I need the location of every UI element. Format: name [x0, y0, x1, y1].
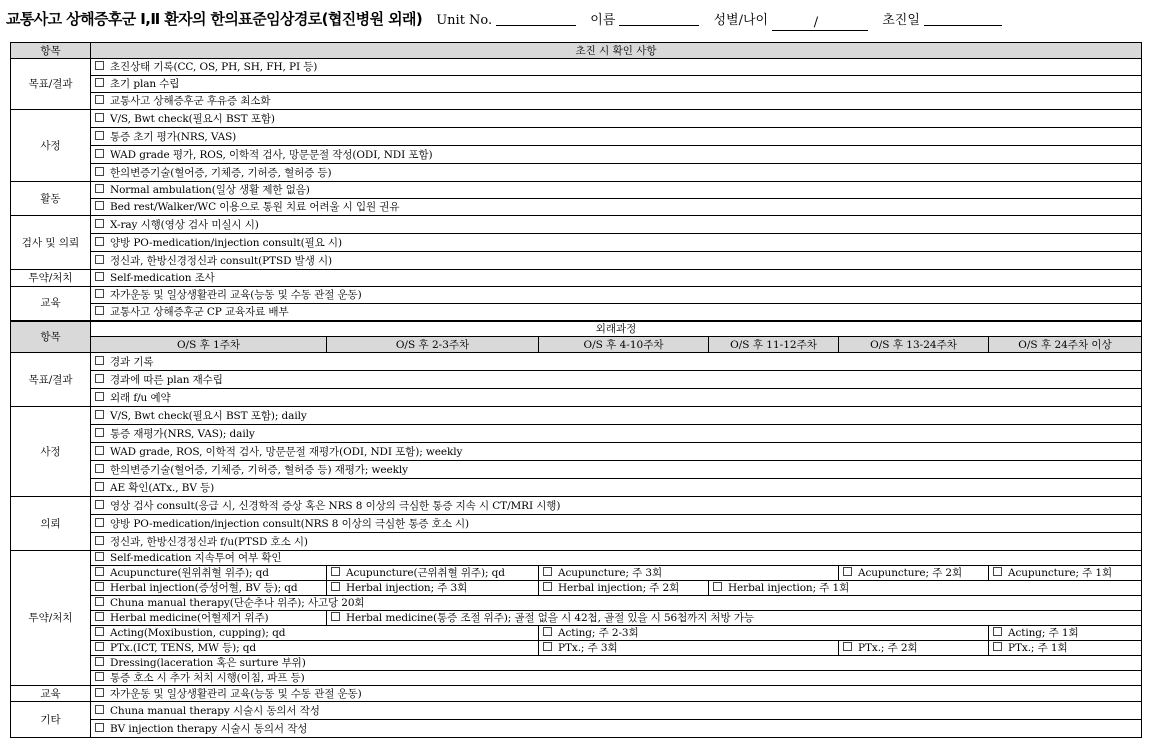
acupuncture-w4[interactable]: Acupuncture; 주 3회 — [539, 566, 839, 581]
phase-header-4: O/S 후 11-12주차 — [709, 337, 839, 353]
checkbox[interactable] — [95, 149, 104, 158]
acupuncture-w2[interactable]: Acupuncture(근위취혈 위주); qd — [327, 566, 539, 581]
checkbox[interactable] — [95, 272, 104, 281]
checkbox[interactable] — [331, 582, 340, 591]
checklist-item[interactable]: Dressing(laceration 혹은 surture 부위) — [91, 656, 1142, 671]
checklist-item[interactable]: X-ray 시행(영상 검사 미실시 시) — [91, 216, 1142, 234]
checkbox[interactable] — [95, 167, 104, 176]
checklist-item[interactable]: 교통사고 상해증후군 후유증 최소화 — [91, 93, 1142, 110]
checklist-item[interactable]: 경과에 따른 plan 재수립 — [91, 371, 1142, 389]
checkbox[interactable] — [95, 201, 104, 210]
checkbox[interactable] — [95, 500, 104, 509]
checkbox[interactable] — [993, 642, 1002, 651]
section1-check-header: 초진 시 확인 사항 — [91, 43, 1142, 59]
herbal-medicine-w1[interactable]: Herbal medicine(어혈제거 위주) — [91, 611, 327, 626]
checklist-item[interactable]: Chuna manual therapy 시술시 동의서 작성 — [91, 702, 1142, 720]
category-medication-2: 투약/처치 — [11, 551, 91, 686]
category-activity: 활동 — [11, 182, 91, 216]
ptx-w13[interactable]: PTx.; 주 2회 — [839, 641, 989, 656]
acting-w1[interactable]: Acting(Moxibustion, cupping); qd — [91, 626, 539, 641]
checkbox[interactable] — [95, 688, 104, 697]
category-referral: 의뢰 — [11, 497, 91, 551]
category-education-2: 교육 — [11, 686, 91, 702]
clinical-pathway-table — [10, 42, 1142, 738]
checklist-item[interactable]: 정신과, 한방신경정신과 consult(PTSD 발생 시) — [91, 252, 1142, 270]
category-assessment-2: 사정 — [11, 407, 91, 497]
category-education: 교육 — [11, 287, 91, 321]
unit-no-label: Unit No. — [436, 13, 493, 28]
checklist-item[interactable]: 한의변증기술(혈어증, 기체증, 기허증, 혈허증 등) 재평가; weekly — [91, 461, 1142, 479]
acting-w4[interactable]: Acting; 주 2-3회 — [539, 626, 989, 641]
phase-header-5: O/S 후 13-24주차 — [839, 337, 989, 353]
checklist-item[interactable]: BV injection therapy 시술시 동의서 작성 — [91, 720, 1142, 738]
checklist-item[interactable]: 영상 검사 consult(응급 시, 신경학적 증상 혹은 NRS 8 이상의 극심한 통증 지속 시 CT/MRI 시행) — [91, 497, 1142, 515]
checklist-item[interactable]: Chuna manual therapy(단순추나 위주); 사고당 20회 — [91, 596, 1142, 611]
checklist-item[interactable]: 자가운동 및 일상생활관리 교육(능동 및 수동 관절 운동) — [91, 686, 1142, 702]
herbal-medicine-w2[interactable]: Herbal medicine(통증 조절 위주); 골절 없을 시 42첩, 골절 있을 시 56첩까지 처방 가능 — [327, 611, 1142, 626]
checkbox[interactable] — [95, 61, 104, 70]
checkbox[interactable] — [713, 582, 722, 591]
checklist-item[interactable]: WAD grade 평가, ROS, 이학적 검사, 망문문절 작성(ODI, NDI 포함) — [91, 146, 1142, 164]
checkbox[interactable] — [95, 255, 104, 264]
acupuncture-w1[interactable]: Acupuncture(원위취혈 위주); qd — [91, 566, 327, 581]
ptx-w24[interactable]: PTx.; 주 1회 — [989, 641, 1142, 656]
ptx-w4[interactable]: PTx.; 주 3회 — [539, 641, 839, 656]
checkbox[interactable] — [95, 410, 104, 419]
checklist-item[interactable]: 초진상태 기록(CC, OS, PH, SH, FH, PI 등) — [91, 59, 1142, 76]
checklist-item[interactable]: 통증 초기 평가(NRS, VAS) — [91, 128, 1142, 146]
checklist-item[interactable]: 통증 호소 시 추가 처치 시행(이침, 파프 등) — [91, 671, 1142, 686]
category-medication: 투약/처치 — [11, 270, 91, 287]
acting-w24[interactable]: Acting; 주 1회 — [989, 626, 1142, 641]
section1-item-header: 항목 — [11, 43, 91, 59]
checkbox[interactable] — [95, 642, 104, 651]
checkbox[interactable] — [95, 78, 104, 87]
checkbox[interactable] — [95, 612, 104, 621]
herbal-injection-w11[interactable]: Herbal injection; 주 1회 — [709, 581, 1142, 596]
checkbox[interactable] — [543, 627, 552, 636]
checklist-item[interactable]: Self-medication 조사 — [91, 270, 1142, 287]
checklist-item[interactable]: 외래 f/u 예약 — [91, 389, 1142, 407]
checkbox[interactable] — [95, 446, 104, 455]
checkbox[interactable] — [95, 723, 104, 732]
first-visit-field[interactable] — [924, 11, 1002, 26]
herbal-injection-w4[interactable]: Herbal injection; 주 2회 — [539, 581, 709, 596]
checklist-item[interactable]: 통증 재평가(NRS, VAS); daily — [91, 425, 1142, 443]
phase-header-6: O/S 후 24주차 이상 — [989, 337, 1142, 353]
ptx-w1[interactable]: PTx.(ICT, TENS, MW 등); qd — [91, 641, 539, 656]
phase-header-3: O/S 후 4-10주차 — [539, 337, 709, 353]
sex-age-field[interactable] — [772, 16, 868, 31]
phase-header-1: O/S 후 1주차 — [91, 337, 327, 353]
section2-item-header: 항목 — [11, 321, 91, 353]
checkbox[interactable] — [95, 237, 104, 246]
first-visit-label: 초진일 — [882, 13, 920, 28]
checkbox[interactable] — [543, 567, 552, 576]
checklist-item[interactable]: WAD grade, ROS, 이학적 검사, 망문문절 재평가(ODI, NDI 포함); weekly — [91, 443, 1142, 461]
checkbox[interactable] — [543, 582, 552, 591]
checkbox[interactable] — [95, 536, 104, 545]
checkbox[interactable] — [95, 306, 104, 315]
checkbox[interactable] — [331, 612, 340, 621]
herbal-injection-w1[interactable]: Herbal injection(증성어혈, BV 등); qd — [91, 581, 327, 596]
category-assessment: 사정 — [11, 110, 91, 182]
checkbox[interactable] — [95, 113, 104, 122]
section2-outpatient-header: 외래과정 — [91, 321, 1142, 337]
checkbox[interactable] — [95, 552, 104, 561]
checkbox[interactable] — [95, 428, 104, 437]
checkbox[interactable] — [95, 627, 104, 636]
sex-age-slash: / — [813, 15, 819, 30]
herbal-injection-w2[interactable]: Herbal injection; 주 3회 — [327, 581, 539, 596]
checkbox[interactable] — [95, 672, 104, 681]
checklist-item[interactable]: V/S, Bwt check(필요시 BST 포함) — [91, 110, 1142, 128]
acupuncture-w24[interactable]: Acupuncture; 주 1회 — [989, 566, 1142, 581]
checkbox[interactable] — [95, 131, 104, 140]
checklist-item[interactable]: 자가운동 및 일상생활관리 교육(능동 및 수동 관절 운동) — [91, 287, 1142, 304]
checkbox[interactable] — [95, 184, 104, 193]
checkbox[interactable] — [95, 219, 104, 228]
category-other: 기타 — [11, 702, 91, 738]
checklist-item[interactable]: 초기 plan 수립 — [91, 76, 1142, 93]
category-tests-referral: 검사 및 의뢰 — [11, 216, 91, 270]
checkbox[interactable] — [331, 567, 340, 576]
checklist-item[interactable]: 경과 기록 — [91, 353, 1142, 371]
checkbox[interactable] — [95, 657, 104, 666]
checklist-item[interactable]: AE 확인(ATx., BV 등) — [91, 479, 1142, 497]
checkbox[interactable] — [95, 597, 104, 606]
checklist-item[interactable]: 교통사고 상해증후군 CP 교육자료 배부 — [91, 304, 1142, 321]
category-goals-2: 목표/결과 — [11, 353, 91, 407]
checkbox[interactable] — [843, 642, 852, 651]
checklist-item[interactable]: Self-medication 지속투여 여부 확인 — [91, 551, 1142, 566]
checklist-item[interactable]: 양방 PO-medication/injection consult(NRS 8 이상의 극심한 통증 호소 시) — [91, 515, 1142, 533]
checklist-item[interactable]: 한의변증기술(혈어증, 기체증, 기허증, 혈허증 등) — [91, 164, 1142, 182]
checkbox[interactable] — [95, 518, 104, 527]
phase-header-2: O/S 후 2-3주차 — [327, 337, 539, 353]
checkbox[interactable] — [95, 392, 104, 401]
name-label: 이름 — [590, 13, 616, 28]
checkbox[interactable] — [95, 567, 104, 576]
category-goals: 목표/결과 — [11, 59, 91, 110]
checkbox[interactable] — [993, 627, 1002, 636]
checklist-item[interactable]: 양방 PO-medication/injection consult(필요 시) — [91, 234, 1142, 252]
checkbox[interactable] — [95, 289, 104, 298]
checkbox[interactable] — [843, 567, 852, 576]
checklist-item[interactable]: 정신과, 한방신경정신과 f/u(PTSD 호소 시) — [91, 533, 1142, 551]
checkbox[interactable] — [543, 642, 552, 651]
form-header — [6, 8, 1143, 36]
sex-age-label: 성별/나이 — [713, 13, 769, 28]
checklist-item[interactable]: Bed rest/Walker/WC 이용으로 통원 치료 어려울 시 입원 권유 — [91, 199, 1142, 216]
checkbox[interactable] — [95, 464, 104, 473]
checklist-item[interactable]: Normal ambulation(일상 생활 제한 없음) — [91, 182, 1142, 199]
checkbox[interactable] — [993, 567, 1002, 576]
checkbox[interactable] — [95, 705, 104, 714]
unit-no-field[interactable] — [496, 11, 576, 26]
checklist-item[interactable]: V/S, Bwt check(필요시 BST 포함); daily — [91, 407, 1142, 425]
checkbox[interactable] — [95, 482, 104, 491]
form-title: 교통사고 상해증후군 Ⅰ,Ⅱ 환자의 한의표준임상경로(협진병원 외래) — [6, 10, 423, 28]
checkbox[interactable] — [95, 356, 104, 365]
checkbox[interactable] — [95, 374, 104, 383]
checkbox[interactable] — [95, 582, 104, 591]
name-field[interactable] — [619, 11, 699, 26]
acupuncture-w13[interactable]: Acupuncture; 주 2회 — [839, 566, 989, 581]
checkbox[interactable] — [95, 95, 104, 104]
